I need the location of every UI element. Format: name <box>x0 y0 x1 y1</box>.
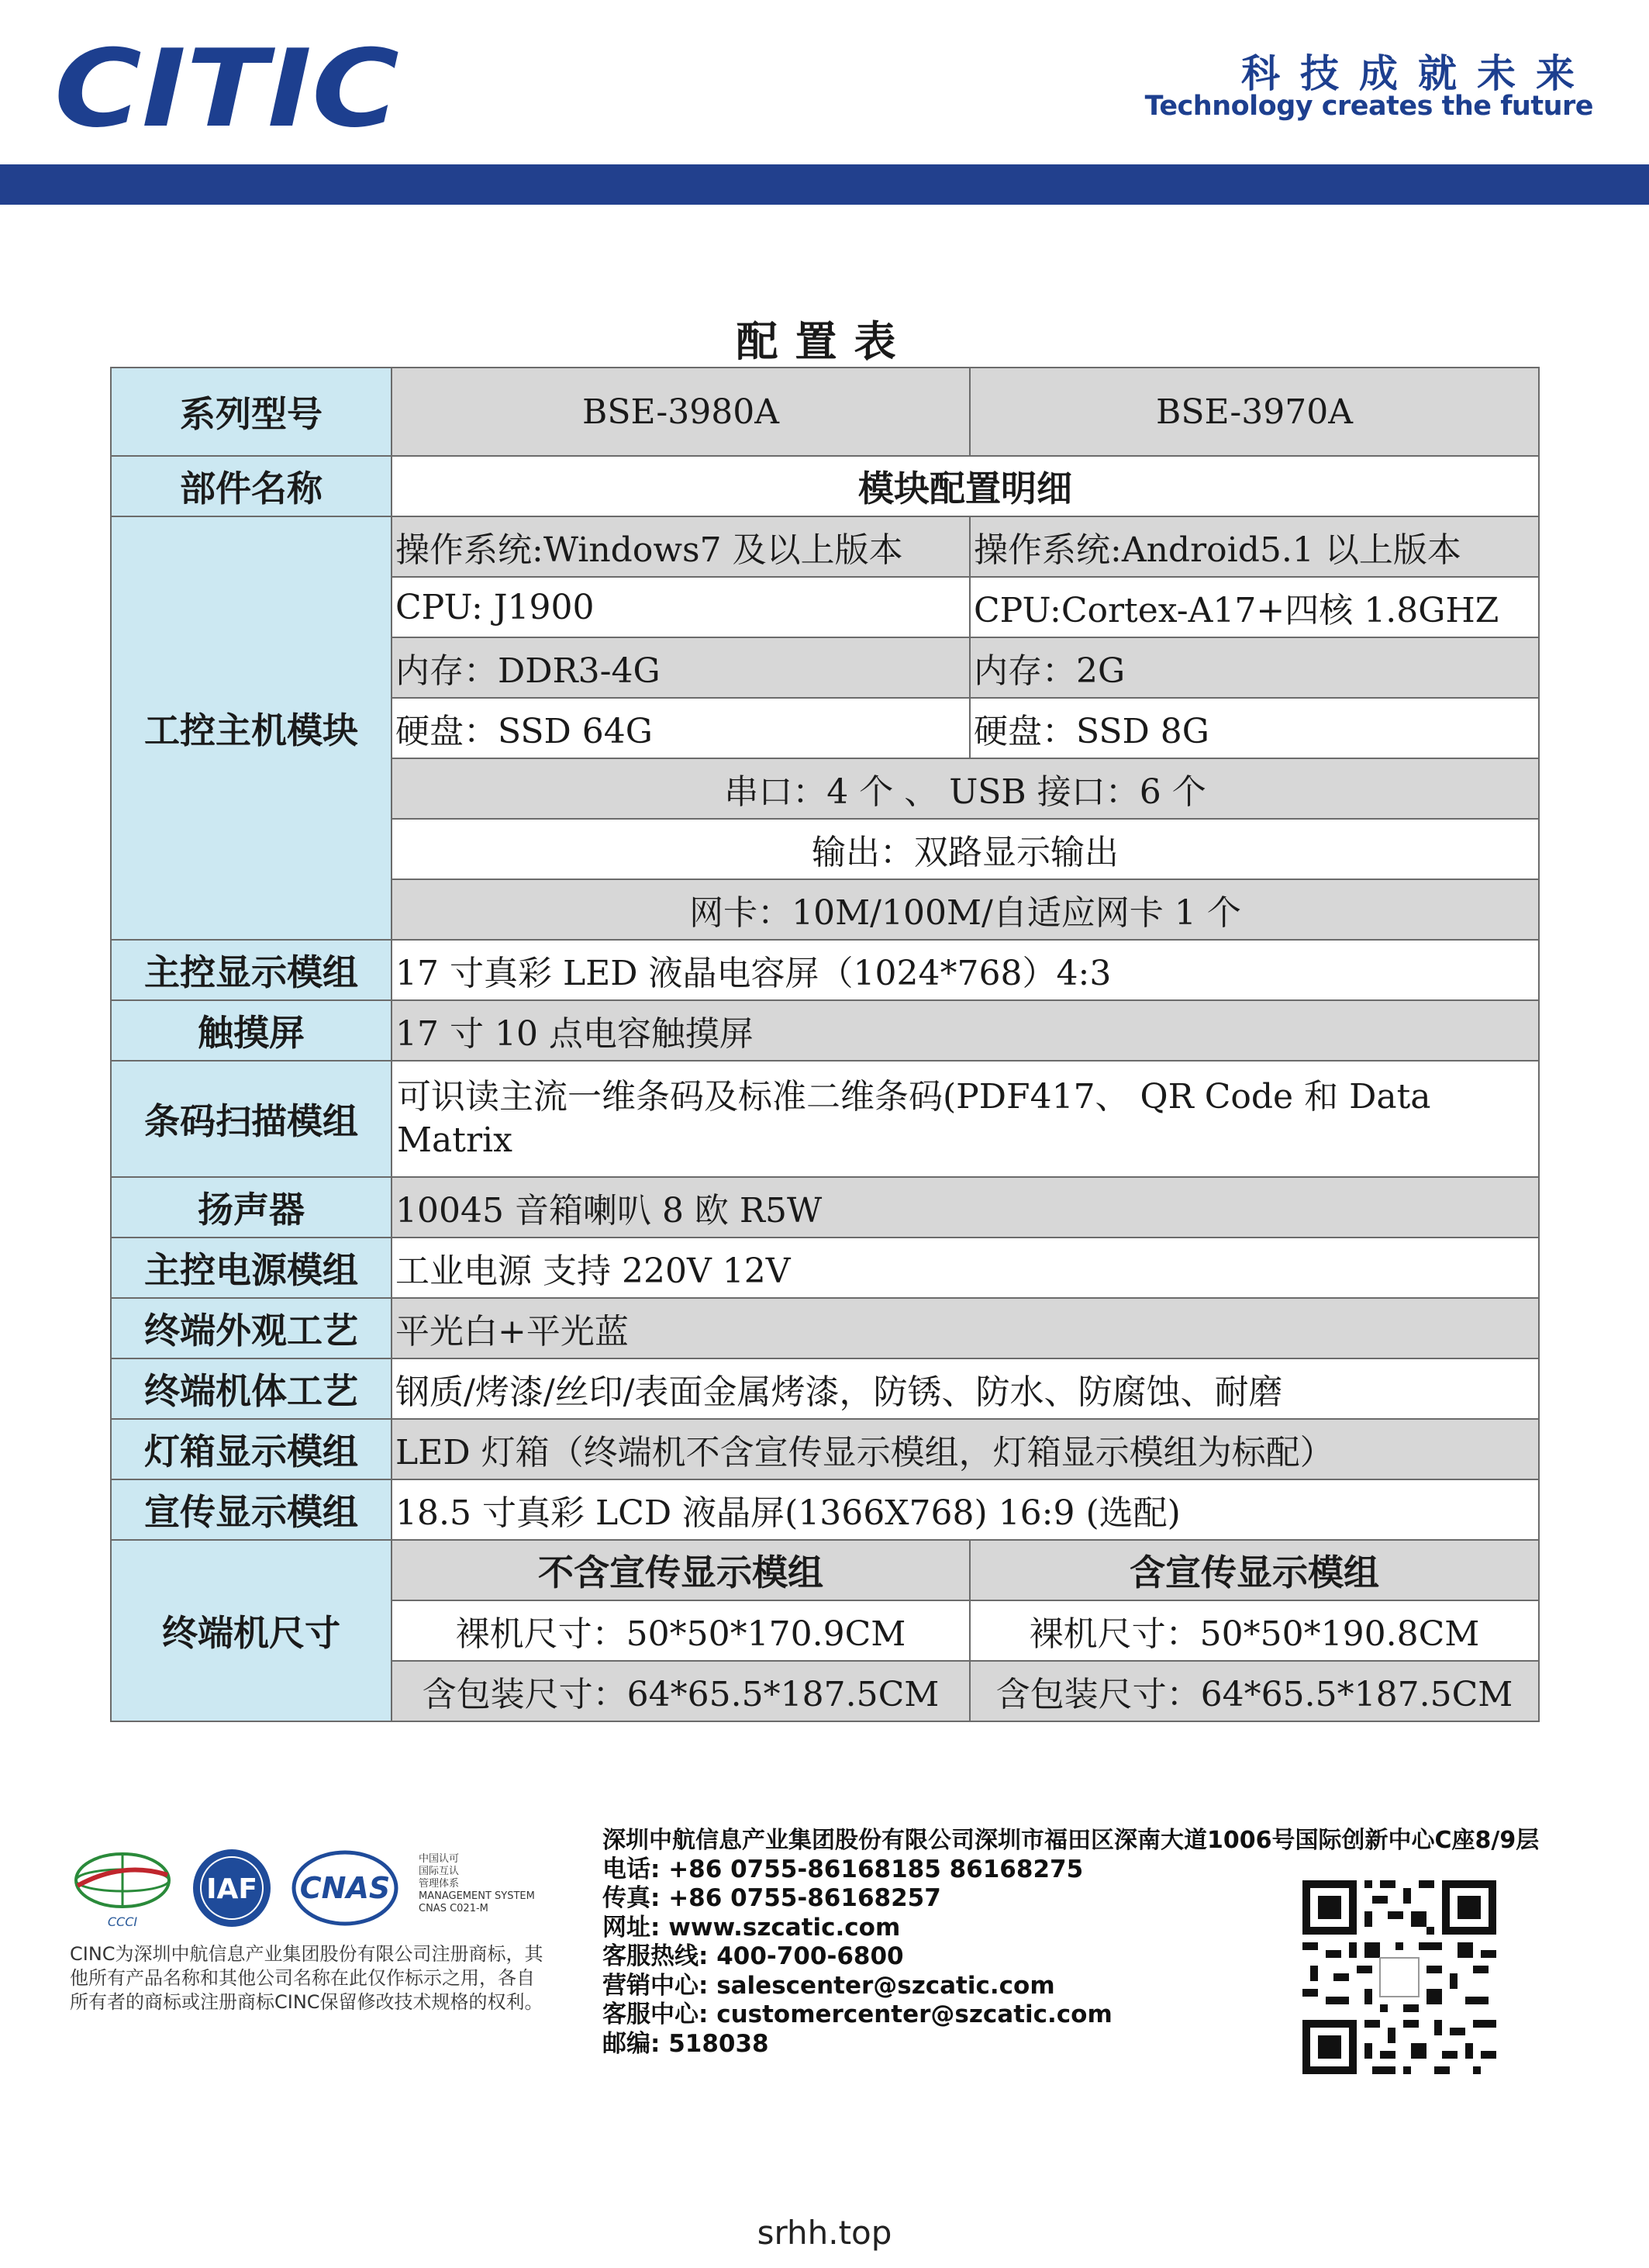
os-a: 操作系统:Windows7 及以上版本 <box>392 516 970 577</box>
header-divider-bar <box>0 164 1649 205</box>
hotline: 客服热线: 400-700-6800 <box>602 1942 904 1970</box>
table-row <box>111 1238 1539 1298</box>
os-b: 操作系统:Android5.1 以上版本 <box>970 516 1539 577</box>
row-value: 工业电源 支持 220V 12V <box>392 1238 1539 1298</box>
row-label: 触摸屏 <box>111 1000 392 1061</box>
ipc-label: 工控主机模块 <box>111 516 392 940</box>
row-value: 平光白+平光蓝 <box>392 1298 1539 1358</box>
svg-text:CNAS: CNAS <box>299 1871 391 1905</box>
sales-email[interactable]: 营销中心: salescenter@szcatic.com <box>602 1971 1055 2000</box>
row-label: 主控电源模组 <box>111 1238 392 1298</box>
row-label: 灯箱显示模组 <box>111 1419 392 1479</box>
bare-size-a: 裸机尺寸：50*50*170.9CM <box>392 1600 970 1661</box>
ports: 串口：4 个 、 USB 接口：6 个 <box>392 758 1539 819</box>
cnas-logo <box>291 1845 399 1931</box>
model-a: BSE-3980A <box>392 368 970 456</box>
size-head-a: 不含宣传显示模组 <box>392 1540 970 1600</box>
table-row <box>111 456 1539 516</box>
fax: 传真: +86 0755-86168257 <box>602 1884 941 1912</box>
company-address: 深圳中航信息产业集团股份有限公司深圳市福田区深南大道1006号国际创新中心C座8/9层 <box>602 1827 1540 1854</box>
slogan-english: Technology creates the future <box>1144 91 1593 122</box>
detail-header: 模块配置明细 <box>392 456 1539 516</box>
part-label: 部件名称 <box>111 456 392 516</box>
row-label: 扬声器 <box>111 1177 392 1238</box>
table-row <box>111 1177 1539 1238</box>
row-value: 钢质/烤漆/丝印/表面金属烤漆，防锈、防水、防腐蚀、耐磨 <box>392 1358 1539 1419</box>
row-value: 10045 音箱喇叭 8 欧 R5W <box>392 1177 1539 1238</box>
cpu-a: CPU: J1900 <box>392 577 970 637</box>
svg-text:CITIC: CITIC <box>54 39 399 140</box>
size-head-b: 含宣传显示模组 <box>970 1540 1539 1600</box>
postcode: 邮编: 518038 <box>602 2029 769 2058</box>
page-title: 配置表 <box>736 317 913 366</box>
table-row <box>111 516 1539 577</box>
table-row <box>111 1061 1539 1177</box>
service-email[interactable]: 客服中心: customercenter@szcatic.com <box>602 2000 1113 2028</box>
table-row <box>111 1479 1539 1540</box>
table-row <box>111 368 1539 456</box>
row-value: 17 寸真彩 LED 液晶电容屏（1024*768）4:3 <box>392 940 1539 1000</box>
spec-table <box>110 367 1540 1722</box>
row-label: 终端外观工艺 <box>111 1298 392 1358</box>
row-label: 终端机体工艺 <box>111 1358 392 1419</box>
table-row <box>111 1000 1539 1061</box>
svg-text:CCCI: CCCI <box>107 1914 138 1929</box>
citic-logo <box>54 39 403 140</box>
phone: 电话: +86 0755-86168185 86168275 <box>602 1855 1084 1883</box>
cpu-b: CPU:Cortex-A17+四核 1.8GHZ <box>970 577 1539 637</box>
model-b: BSE-3970A <box>970 368 1539 456</box>
disk-b: 硬盘：SSD 8G <box>970 698 1539 758</box>
size-label: 终端机尺寸 <box>111 1540 392 1721</box>
table-row <box>111 1540 1539 1600</box>
svg-text:IAF: IAF <box>206 1873 257 1905</box>
row-value: 17 寸 10 点电容触摸屏 <box>392 1000 1539 1061</box>
row-value: 可识读主流一维条码及标准二维条码(PDF417、 QR Code 和 Data Matrix <box>392 1061 1539 1177</box>
network-card: 网卡：10M/100M/自适应网卡 1 个 <box>392 879 1539 940</box>
slogan-chinese: 科技成就未来 <box>1241 51 1595 96</box>
qr-code-icon <box>1302 1880 1496 2074</box>
display-output: 输出：双路显示输出 <box>392 819 1539 879</box>
iaf-logo <box>180 1845 285 1931</box>
disk-a: 硬盘：SSD 64G <box>392 698 970 758</box>
table-row <box>111 1358 1539 1419</box>
table-row <box>111 1298 1539 1358</box>
row-label: 条码扫描模组 <box>111 1061 392 1177</box>
certification-text: 中国认可 国际互认 管理体系 MANAGEMENT SYSTEM CNAS C021-M <box>419 1853 535 1914</box>
row-value: LED 灯箱（终端机不含宣传显示模组，灯箱显示模组为标配） <box>392 1419 1539 1479</box>
row-value: 18.5 寸真彩 LCD 液晶屏(1366X768) 16:9 (选配) <box>392 1479 1539 1540</box>
bare-size-b: 裸机尺寸：50*50*190.8CM <box>970 1600 1539 1661</box>
ccci-logo <box>68 1845 177 1931</box>
row-label: 宣传显示模组 <box>111 1479 392 1540</box>
site-watermark: srhh.top <box>757 2214 892 2252</box>
row-label: 主控显示模组 <box>111 940 392 1000</box>
memory-b: 内存：2G <box>970 637 1539 698</box>
pack-size-b: 含包装尺寸：64*65.5*187.5CM <box>970 1661 1539 1721</box>
memory-a: 内存：DDR3-4G <box>392 637 970 698</box>
table-row <box>111 940 1539 1000</box>
table-row <box>111 1419 1539 1479</box>
pack-size-a: 含包装尺寸：64*65.5*187.5CM <box>392 1661 970 1721</box>
model-label: 系列型号 <box>111 368 392 456</box>
website[interactable]: 网址: www.szcatic.com <box>602 1913 901 1942</box>
trademark-disclaimer: CINC为深圳中航信息产业集团股份有限公司注册商标，其他所有产品名称和其他公司名称在此仅作标示之用，各自所有者的商标或注册商标CINC保留修改技术规格的权利。 <box>70 1943 543 2013</box>
